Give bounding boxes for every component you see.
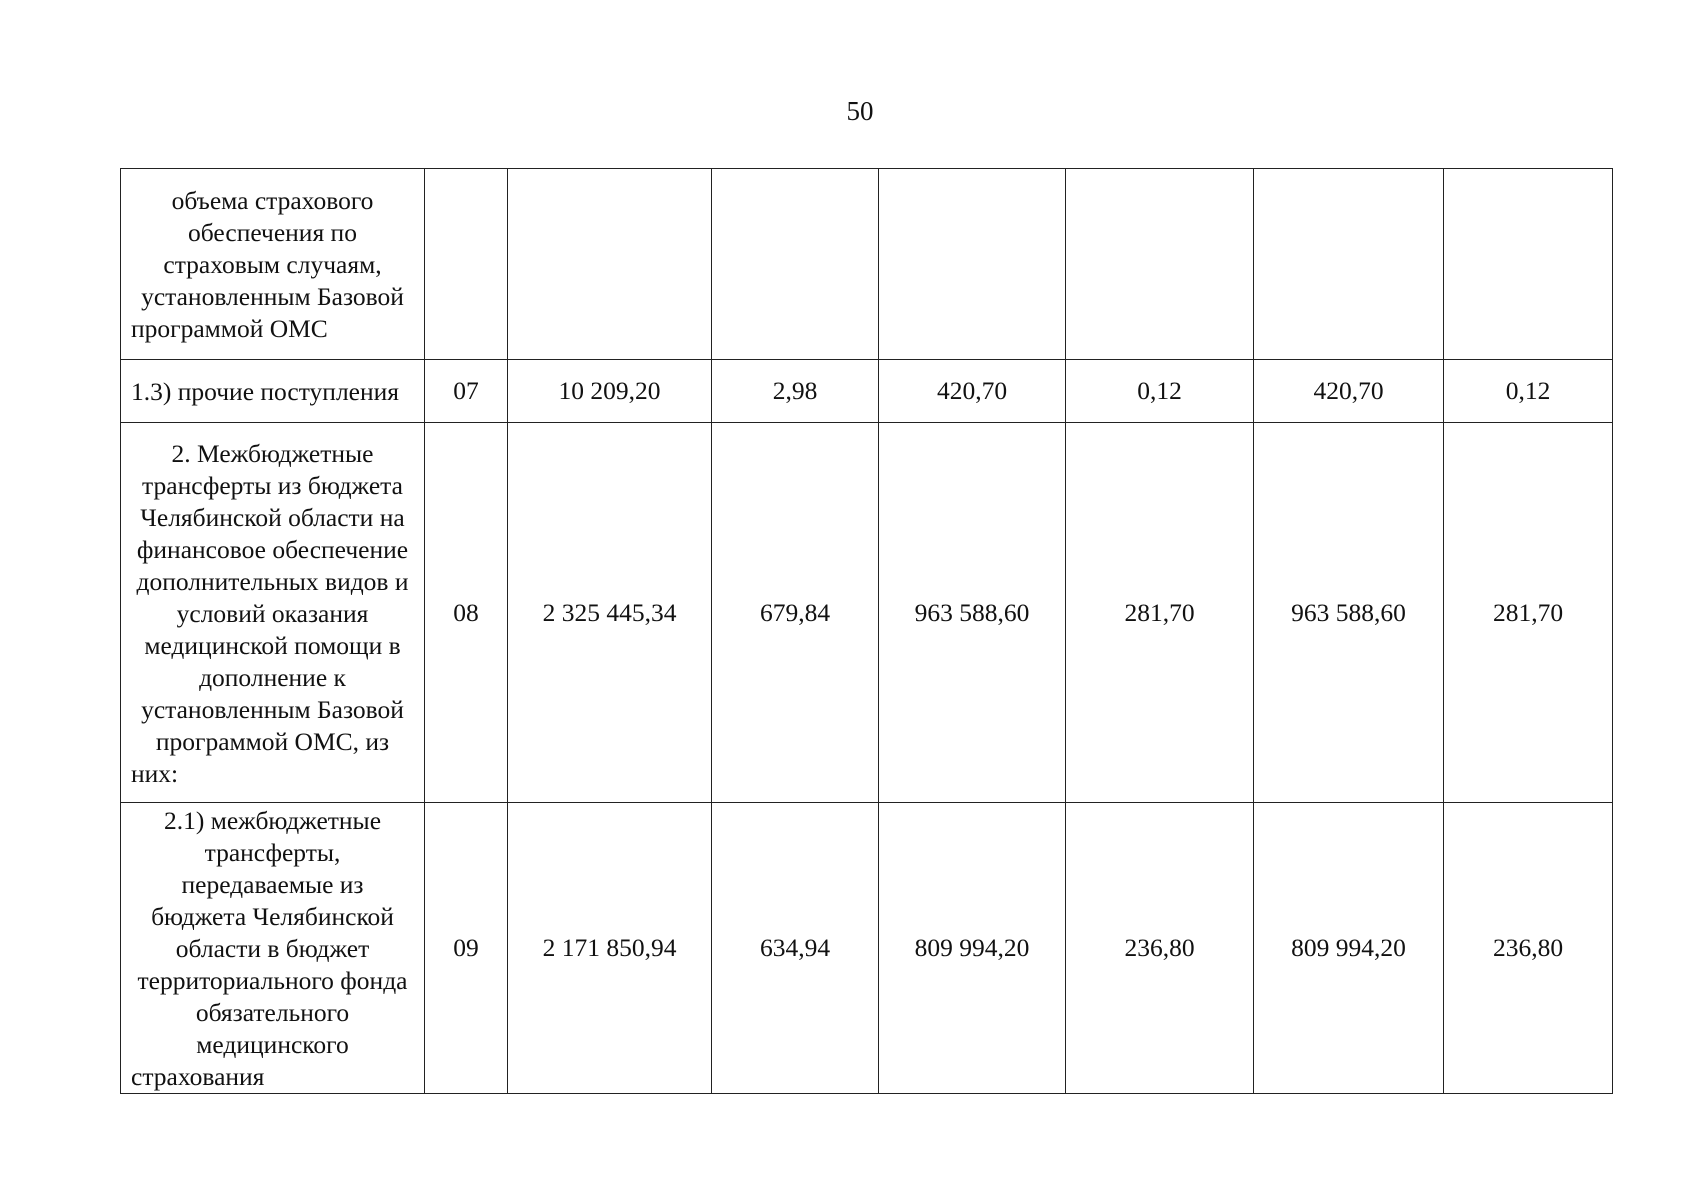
row-code: 08 — [425, 423, 508, 803]
row-description: 1.3) прочие поступления — [121, 360, 425, 423]
row-value: 2,98 — [712, 360, 879, 423]
row-value — [1444, 169, 1613, 360]
page-number: 50 — [846, 96, 874, 126]
row-value: 963 588,60 — [879, 423, 1066, 803]
row-value: 679,84 — [712, 423, 879, 803]
row-code — [425, 169, 508, 360]
row-value — [879, 169, 1066, 360]
row-value: 281,70 — [1444, 423, 1613, 803]
row-value: 10 209,20 — [508, 360, 712, 423]
row-value: 420,70 — [1254, 360, 1444, 423]
table-row — [121, 169, 1613, 360]
row-value: 809 994,20 — [879, 803, 1066, 1094]
row-value: 2 325 445,34 — [508, 423, 712, 803]
row-code: 07 — [425, 360, 508, 423]
row-value: 2 171 850,94 — [508, 803, 712, 1094]
row-value — [1254, 169, 1444, 360]
row-value: 634,94 — [712, 803, 879, 1094]
row-value: 236,80 — [1444, 803, 1613, 1094]
row-value — [508, 169, 712, 360]
row-value: 963 588,60 — [1254, 423, 1444, 803]
row-value: 0,12 — [1066, 360, 1254, 423]
row-description: 2.1) межбюджетные трансферты, передаваемые из бюджета Челябинской области в бюджет территориального фонда обязательного медицинского страхования — [121, 803, 425, 1094]
row-code: 09 — [425, 803, 508, 1094]
row-value: 809 994,20 — [1254, 803, 1444, 1094]
row-value: 281,70 — [1066, 423, 1254, 803]
row-value: 0,12 — [1444, 360, 1613, 423]
row-description: 2. Межбюджетные трансферты из бюджета Челябинской области на финансовое обеспечение дополнительных видов и условий оказания медицинской помощи в дополнение к установленным Базовой программой ОМС, из них: — [121, 423, 425, 803]
row-value: 420,70 — [879, 360, 1066, 423]
table-row — [121, 360, 1613, 423]
row-value — [1066, 169, 1254, 360]
financial-table — [120, 168, 1613, 1094]
table-row — [121, 423, 1613, 803]
row-description: объема страхового обеспечения по страховым случаям, установленным Базовой программой ОМС — [121, 169, 425, 360]
row-value: 236,80 — [1066, 803, 1254, 1094]
table-row — [121, 803, 1613, 1094]
row-value — [712, 169, 879, 360]
